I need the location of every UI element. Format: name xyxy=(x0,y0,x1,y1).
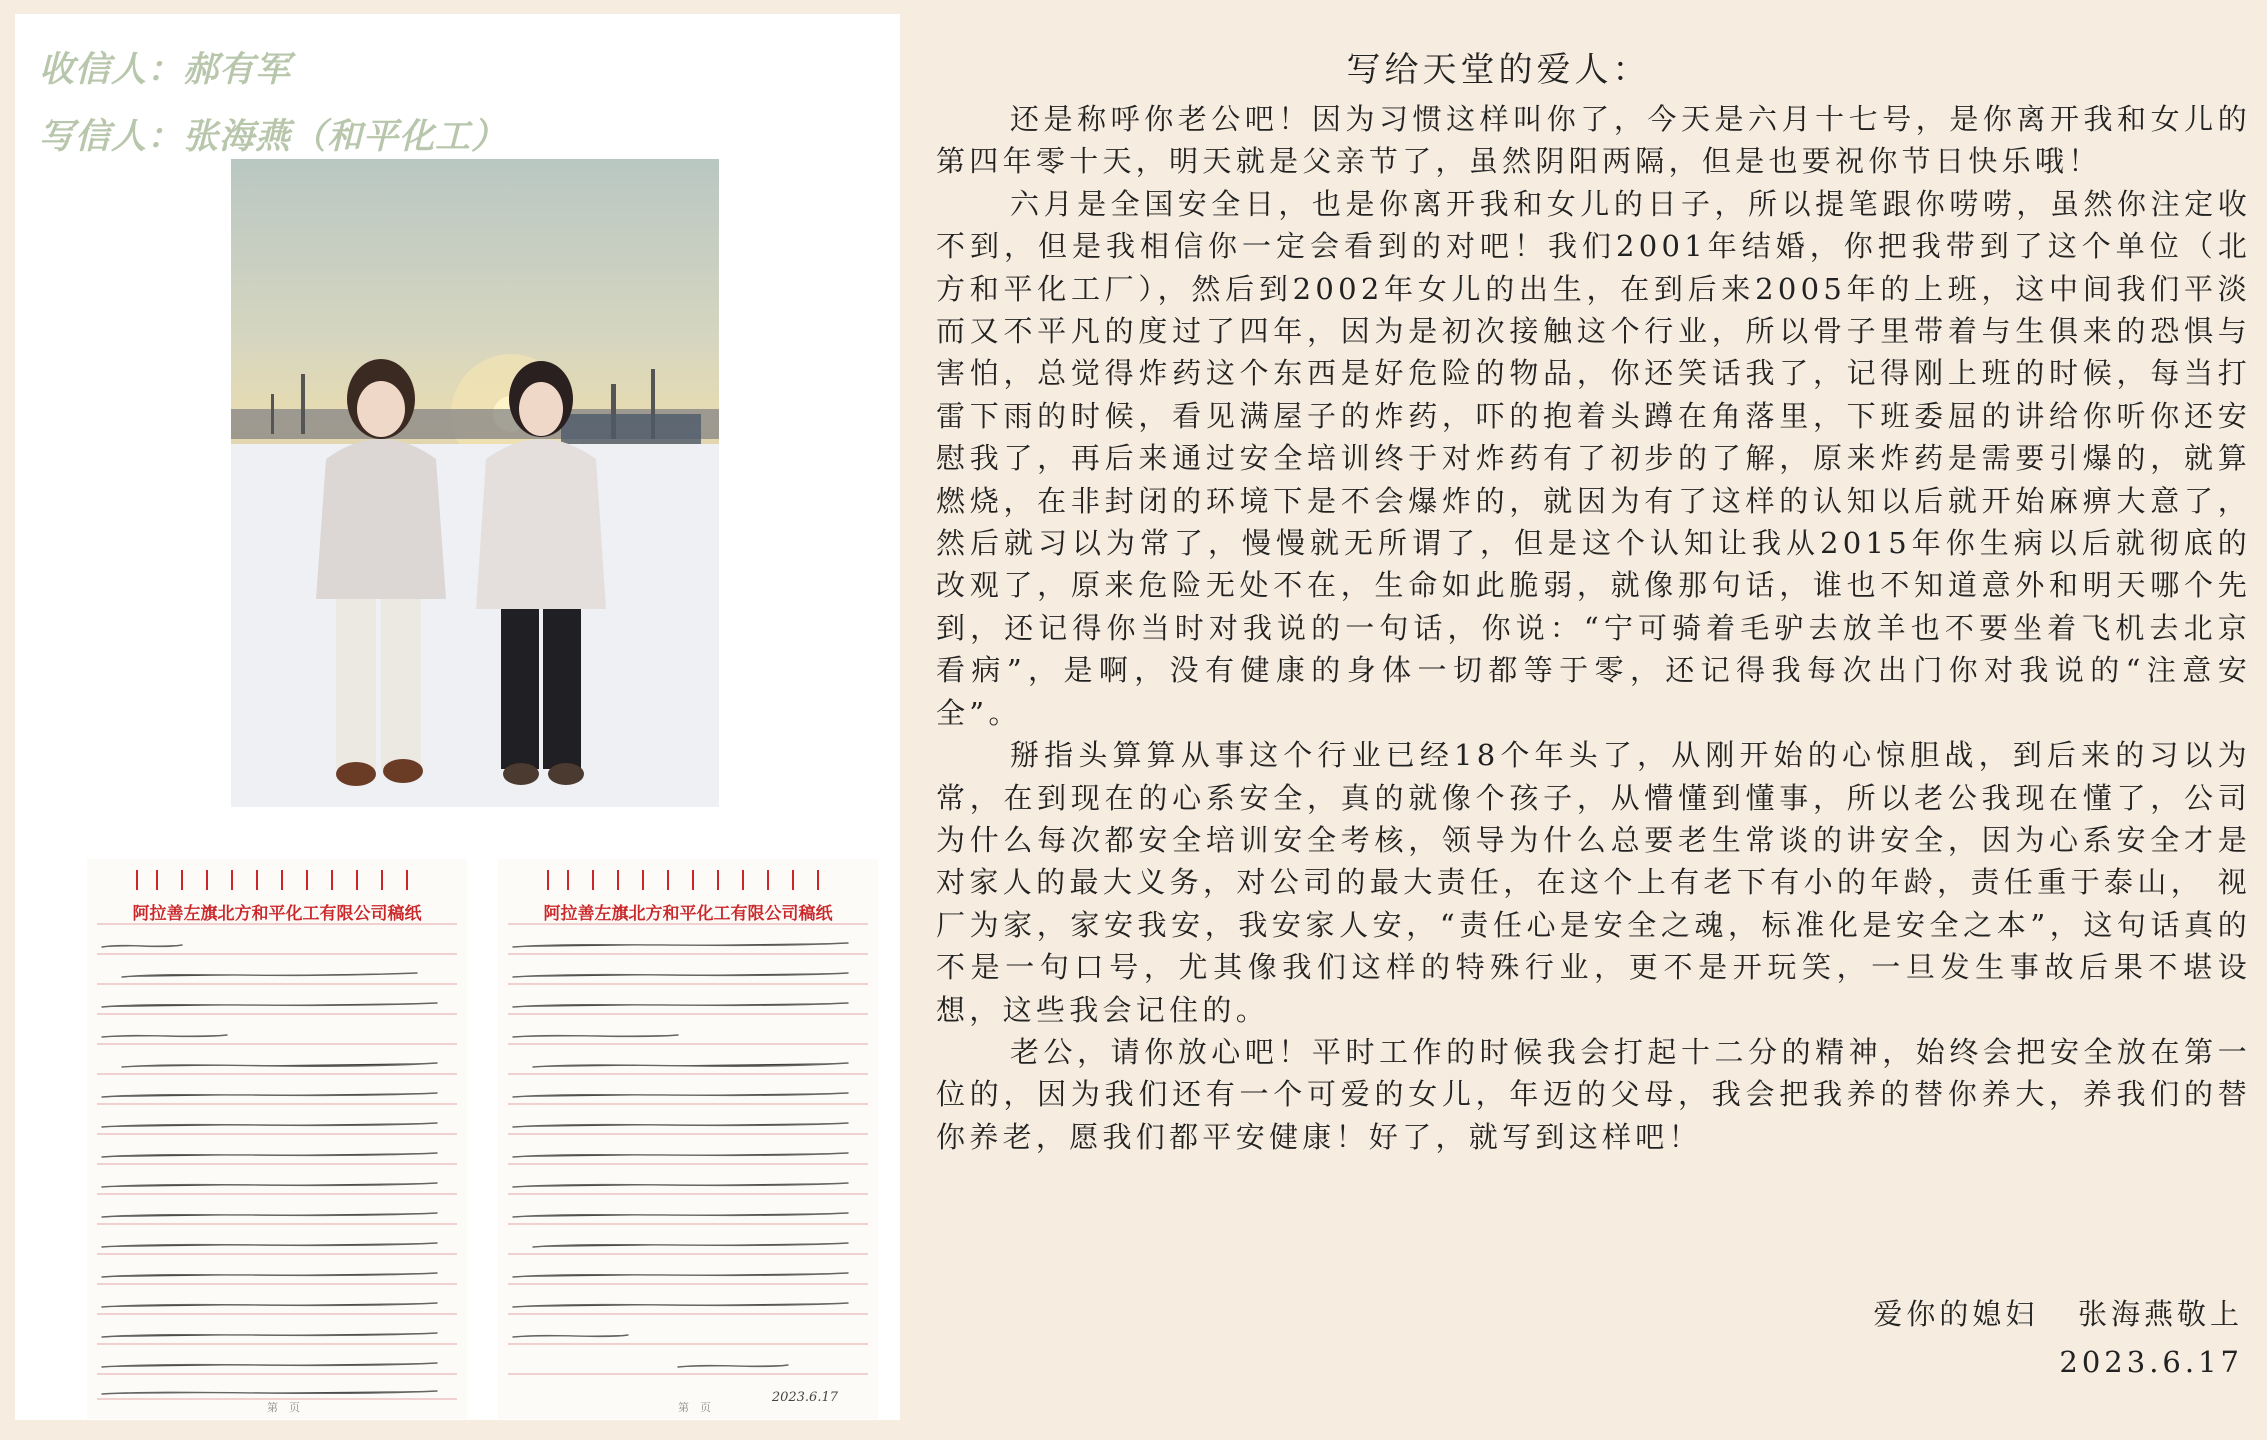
letter-closing xyxy=(1873,1290,2243,1386)
letter-paragraph: 掰指头算算从事这个行业已经18个年头了，从刚开始的心惊胆战，到后来的习以为常，在到现在的心系安全，真的就像个孩子，从懵懂到懂事，所以老公我现在懂了，公司为什么每次都安全培训安全考核，领导为什么总要老生常谈的讲安全，因为心系安全才是对家人的最大义务，对公司的最大责任，在这个上有老下有小的年龄，责任重于泰山， 视厂为家，家安我安，我安家人安，“责任心是安全之魂，标准化是安全之本”，这句话真的不是一句口号，尤其像我们这样的特殊行业，更不是开玩笑，一旦发生事故后果不堪设想，这些我会记住的。 xyxy=(936,738,2251,1027)
sheet-title: 阿拉善左旗北方和平化工有限公司稿纸 xyxy=(132,904,422,924)
letter-body xyxy=(936,98,2251,1158)
letter-paragraph: 老公，请你放心吧！平时工作的时候我会打起十二分的精神，始终会把安全放在第一位的，因为我们还有一个可爱的女儿，年迈的父母，我会把我养的替你养大，养我们的替你养老，愿我们都平安健康！好了，就写到这样吧！ xyxy=(936,1034,2251,1154)
letter-date: 2023.6.17 xyxy=(2059,1345,2243,1379)
letter-paragraph: 六月是全国安全日，也是你离开我和女儿的日子，所以提笔跟你唠唠，虽然你注定收不到，但是我相信你一定会看到的对吧！我们2001年结婚，你把我带到了这个单位（北方和平化工厂），然后到2002年女儿的出生，在到后来2005年的上班，这中间我们平淡而又不平凡的度过了四年，因为是初次接触这个行业，所以骨子里带着与生俱来的恐惧与害怕，总觉得炸药这个东西是好危险的物品，你还笑话我了，记得刚上班的时候，每当打雷下雨的时候，看见满屋子的炸药，吓的抱着头蹲在角落里，下班委屈的讲给你听你还安慰我了，再后来通过安全培训终于对炸药有了初步的了解，原来炸药是需要引爆的，就算燃烧，在非封闭的环境下是不会爆炸的，就因为有了这样的认知以后就开始麻痹大意了，然后就习以为常了，慢慢就无所谓了，但是这个认知让我从2015年你生病以后就彻底的改观了，原来危险无处不在，生命如此脆弱，就像那句话，谁也不知道意外和明天哪个先到，还记得你当时对我说的一句话，你说：“宁可骑着毛驴去放羊也不要坐着飞机去北京看病”，是啊，没有健康的身体一切都等于零，还记得我每次出门你对我说的“注意安全”。 xyxy=(936,186,2251,730)
recipient-line: 收信人：郝有军 xyxy=(39,50,292,90)
writer-line: 写信人：张海燕（和平化工） xyxy=(39,117,508,157)
manuscript-sheet-1 xyxy=(87,859,467,1419)
handwritten-date: 2023.6.17 xyxy=(771,1390,838,1405)
sheet-title: 阿拉善左旗北方和平化工有限公司稿纸 xyxy=(543,904,833,924)
letter-title: 写给天堂的爱人： xyxy=(1346,50,1651,90)
page-mark: 第 页 xyxy=(678,1401,711,1414)
page-mark: 第 页 xyxy=(267,1401,300,1414)
manuscript-sheet-2 xyxy=(498,859,878,1419)
photo-two-girls-in-snow xyxy=(231,159,719,807)
signature: 爱你的媳妇 张海燕敬上 xyxy=(1873,1297,2243,1331)
letter-paragraph: 还是称呼你老公吧！因为习惯这样叫你了，今天是六月十七号，是你离开我和女儿的第四年零十天，明天就是父亲节了，虽然阴阳两隔，但是也要祝你节日快乐哦！ xyxy=(936,102,2251,179)
mongolian-script-header xyxy=(127,865,427,895)
mongolian-script-header xyxy=(538,865,838,895)
left-panel xyxy=(15,14,900,1420)
